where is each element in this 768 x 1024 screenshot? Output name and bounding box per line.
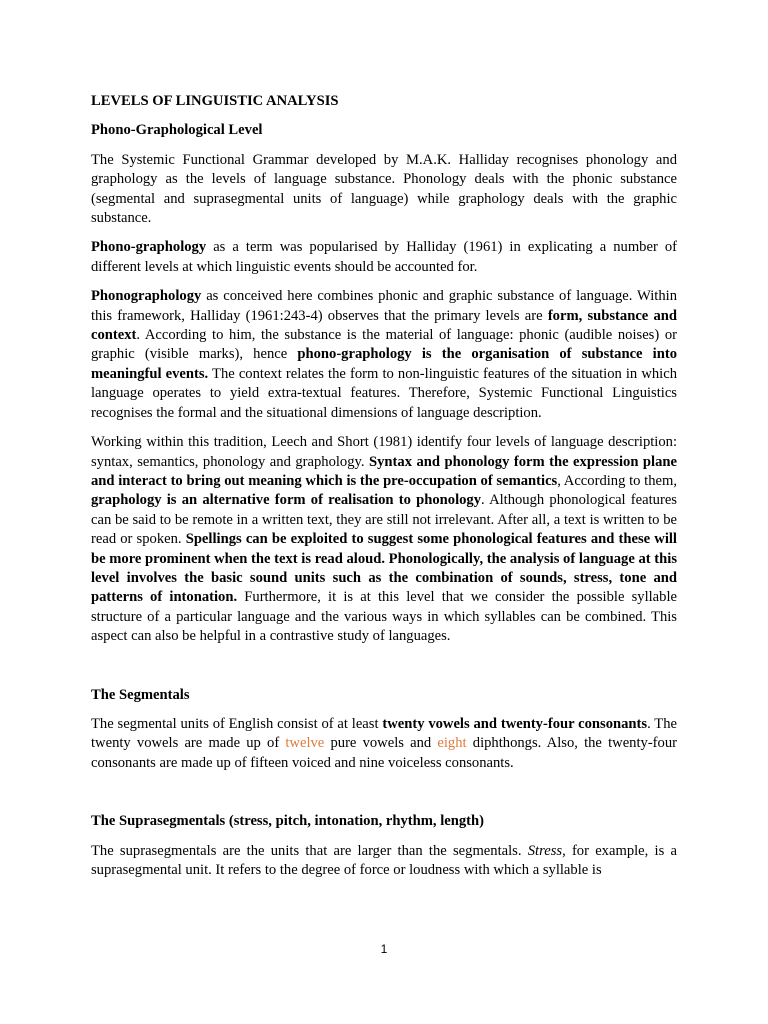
paragraph-6 — [91, 842, 677, 881]
text-run: , According to them, — [557, 472, 677, 489]
text-run: . The twenty vowels are made up of — [91, 715, 677, 752]
paragraph-4 — [91, 433, 677, 646]
highlighted-word: twelve — [285, 735, 325, 752]
text-run: pure vowels and — [324, 735, 438, 752]
text-run: The context relates the form to non-linguistic features of the situation in which language operates to yield extra-textual features. Therefore, Systemic Functional Linguistics recognises the formal and the situational dimensions of language description. — [91, 365, 677, 421]
text-run: . Although phonological features can be said to be remote in a written text, they are still not irrelevant. After all, a text is written to be read or spoken. — [91, 492, 677, 548]
document-title: LEVELS OF LINGUISTIC ANALYSIS — [91, 93, 339, 109]
text-run: . According to him, the substance is the material of language: phonic (audible noises) or graphic (visible marks), hence — [91, 327, 677, 363]
section-heading-phono-graphological: Phono-Graphological Level — [91, 122, 263, 139]
bold-phrase: twenty vowels and twenty-four consonants — [382, 715, 648, 732]
section-spacer — [91, 657, 677, 686]
section-spacer — [91, 783, 677, 812]
paragraph-3 — [91, 287, 677, 423]
text-run: as conceived here combines phonic and graphic substance of language. Within this framework, Halliday (1961:243-4) observes that the primary levels are — [91, 288, 677, 324]
paragraph-1: The Systemic Functional Grammar developed by M.A.K. Halliday recognises phonology and graphology as the levels of language substance. Phonology deals with the phonic substance (segmental and suprasegmental units of language) while graphology deals with the graphic substance. — [91, 151, 677, 227]
text-run: The suprasegmentals are the units that are larger than the segmentals. — [91, 842, 528, 859]
section-heading-suprasegmentals: The Suprasegmentals (stress, pitch, intonation, rhythm, length) — [91, 813, 484, 830]
text-run: Furthermore, it is at this level that we consider the possible syllable structure of a particular language and the various ways in which syllables can be combined. This aspect can also be helpful in a contrastive study of languages. — [91, 589, 677, 645]
bold-phrase: Syntax and phonology form the expression plane and interact to bring out meaning which is the pre-occupation of semantics — [91, 453, 677, 489]
bold-term: Phono-graphology — [91, 239, 207, 256]
bold-phrase: graphology is an alternative form of realisation to phonology — [91, 492, 482, 509]
page-number: 1 — [380, 942, 388, 956]
bold-phrase: Spellings can be exploited to suggest some phonological features and these will be more prominent when the text is read aloud. Phonologically, the analysis of language at this level involves the basic sound units such as the combination of sounds, stress, tone and patterns of intonation. — [91, 531, 677, 606]
text-run: , for example, is a suprasegmental unit. It refers to the degree of force or loudness with which a syllable is — [91, 842, 677, 878]
section-heading-segmentals: The Segmentals — [91, 686, 190, 703]
italic-term: Stress — [527, 842, 563, 859]
bold-term: Phonographology — [91, 288, 202, 305]
text-run: as a term was popularised by Halliday (1961) in explicating a number of different levels at which linguistic events should be accounted for. — [91, 239, 677, 275]
text-run: The segmental units of English consist of at least — [91, 715, 383, 732]
highlighted-word: eight — [437, 735, 467, 752]
document-page — [91, 92, 677, 890]
paragraph-2 — [91, 238, 677, 277]
bold-phrase: form, substance and context — [91, 307, 677, 344]
bold-phrase: phono-graphology is the organisation of substance into meaningful events. — [91, 346, 678, 382]
text-run: diphthongs. Also, the twenty-four consonants are made up of fifteen voiced and nine voiceless consonants. — [91, 735, 677, 771]
text-run: Working within this tradition, Leech and Short (1981) identify four levels of language description: syntax, semantics, phonology and graphology. — [91, 434, 677, 470]
paragraph-5 — [91, 715, 677, 773]
